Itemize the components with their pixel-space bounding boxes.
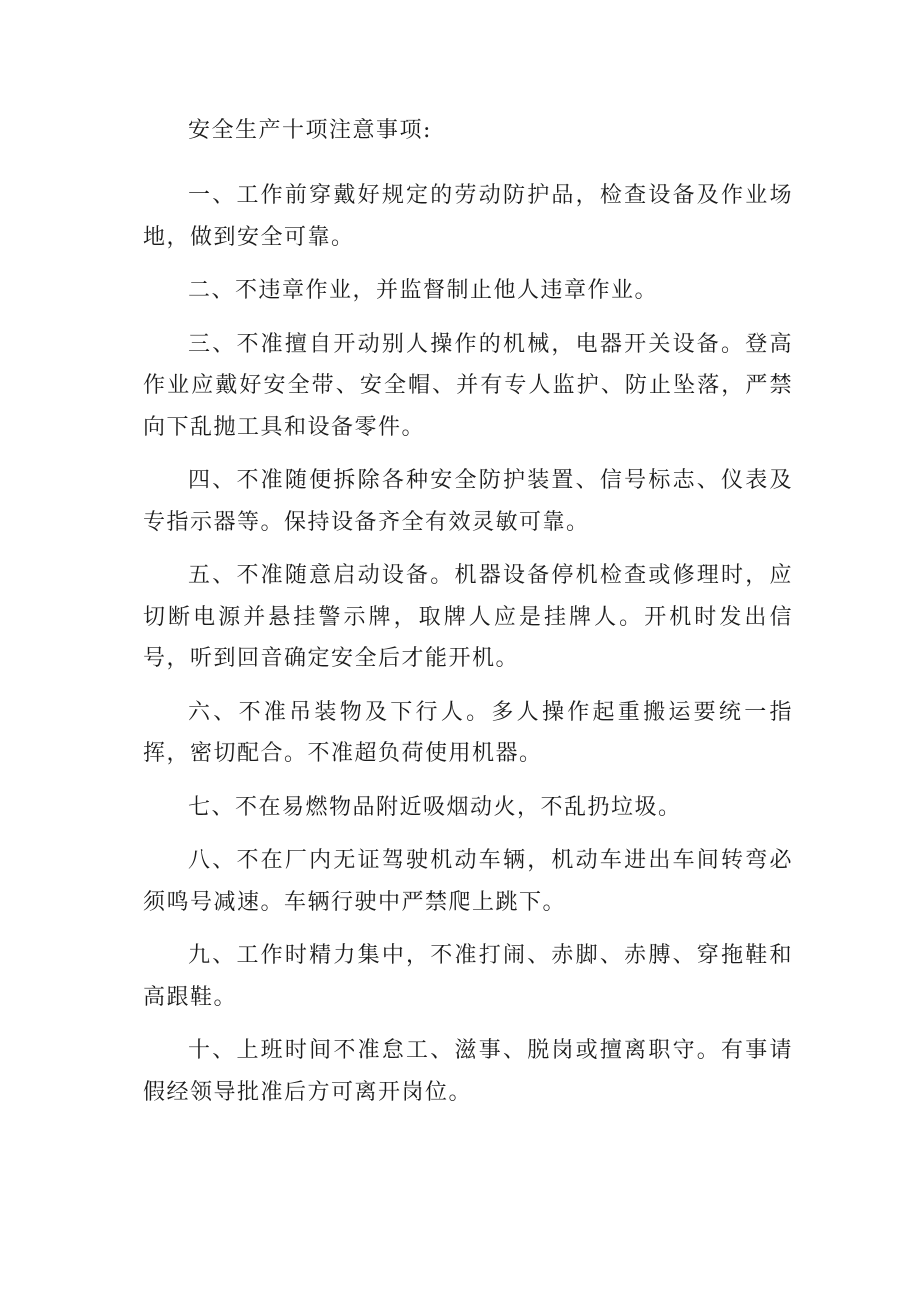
rule-item-2: 二、不违章作业，并监督制止他人违章作业。 — [188, 278, 659, 303]
rule-item-7: 七、不在易燃物品附近吸烟动火，不乱扔垃圾。 — [188, 794, 682, 820]
rule-item-5: 五、不准随意启动设备。机器设备停机检查或修理时，应切断电源并悬挂警示牌，取牌人应是挂牌人。开机时发出信号，听到回音确定安全后才能开机。 — [143, 563, 793, 671]
rule-item-1: 一、工作前穿戴好规定的劳动防护品，检查设备及作业场地，做到安全可靠。 — [143, 183, 793, 250]
document-page — [143, 112, 793, 1125]
rule-item-6: 六、不准吊装物及下行人。多人操作起重搬运要统一指挥，密切配合。不准超负荷使用机器。 — [143, 699, 793, 766]
rule-item-9: 九、工作时精力集中，不准打闹、赤脚、赤膊、穿拖鞋和高跟鞋。 — [143, 943, 793, 1010]
rule-item-8: 八、不在厂内无证驾驶机动车辆，机动车进出车间转弯必须鸣号减速。车辆行驶中严禁爬上跳下。 — [143, 848, 793, 915]
rule-item-3: 三、不准擅自开动别人操作的机械，电器开关设备。登高作业应戴好安全带、安全帽、并有专人监护、防止坠落，严禁向下乱抛工具和设备零件。 — [143, 331, 793, 440]
rule-item-10: 十、上班时间不准怠工、滋事、脱岗或擅离职守。有事请假经领导批准后方可离开岗位。 — [143, 1038, 793, 1105]
rule-item-4: 四、不准随便拆除各种安全防护装置、信号标志、仪表及专指示器等。保持设备齐全有效灵敏可靠。 — [143, 468, 793, 535]
document-title: 安全生产十项注意事项: — [188, 118, 432, 143]
